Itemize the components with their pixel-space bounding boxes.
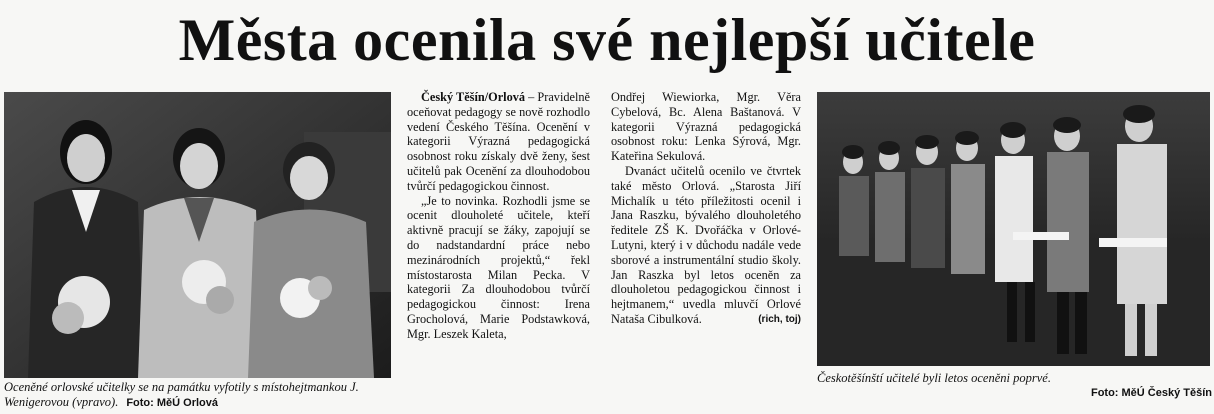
caption-left-text: Oceněné orlovské učitelky se na památku vyfotily s místohejtmankou J. Wenigerovou (vpravo). [4,380,359,409]
article-paragraph-4 [611,164,801,327]
article-p1-text: – Pravidelně oceňovat pedagogy se nově rozhodlo vedení Českého Těšína. Ocenění v kategorii Výrazná pedagogická osobnost roku získaly dvě ženy, šest učitelů pak Ocenění za dlouhodobou tvůrčí pedagogickou činnost. [407,90,590,193]
photo-credit-right: Foto: MěÚ Český Těšín [1090,387,1212,399]
article-lead: Český Těšín/Orlová [421,90,526,104]
caption-right [817,371,1212,401]
article-column-2 [611,90,801,328]
article-paragraph-3: Ondřej Wiewiorka, Mgr. Věra Cybelová, Bc. Alena Baštanová. V kategorii Výrazná pedagogická osobnost roku: Lenka Sýrová, Mgr. Kateřina Sekulová. [611,90,801,164]
article-paragraph-2: „Je to novinka. Rozhodli jsme se ocenit dlouholeté učitele, kteří aktivně pracují se žáky, zapojují se do nadstandardní práce nebo mezinárodních projektů,“ řekl místostarosta Milan Pecka. V kategorii Za dlouhodobou tvůrčí pedagogickou činnost: Irena Grocholová, Marie Podstawková, Mgr. Leszek Kaleta, [407,193,590,341]
photo-teachers-orlova [4,92,391,378]
caption-right-text: Českotěšínští učitelé byli letos oceněni poprvé. [817,371,1051,385]
article-p4-text: Dvanáct učitelů ocenilo ve čtvrtek také město Orlová. „Starosta Jiří Michalík u této příležitosti ocenil i Jana Raszku, bývalého dlouholetého ředitele ZŠ K. Dvořáčka v Orlové-Lutyni, který i v důchodu nadále vede sborové a instrumentální studio školy. Jan Raszka byl letos oceněn za dlouholetou pedagogickou činnost i hejtmanem,“ uvedla mluvčí Orlové Nataša Cibulková. [611,163,801,326]
article-column-1 [407,90,590,342]
photo-credit-left: Foto: MěÚ Orlová [126,397,218,409]
headline: Města ocenila své nejlepší učitele [178,7,1036,73]
article-signature: (rich, toj) [758,313,801,325]
caption-left [4,380,400,411]
photo-teachers-cesky-tesin [817,92,1210,366]
article-paragraph-1 [407,90,590,194]
